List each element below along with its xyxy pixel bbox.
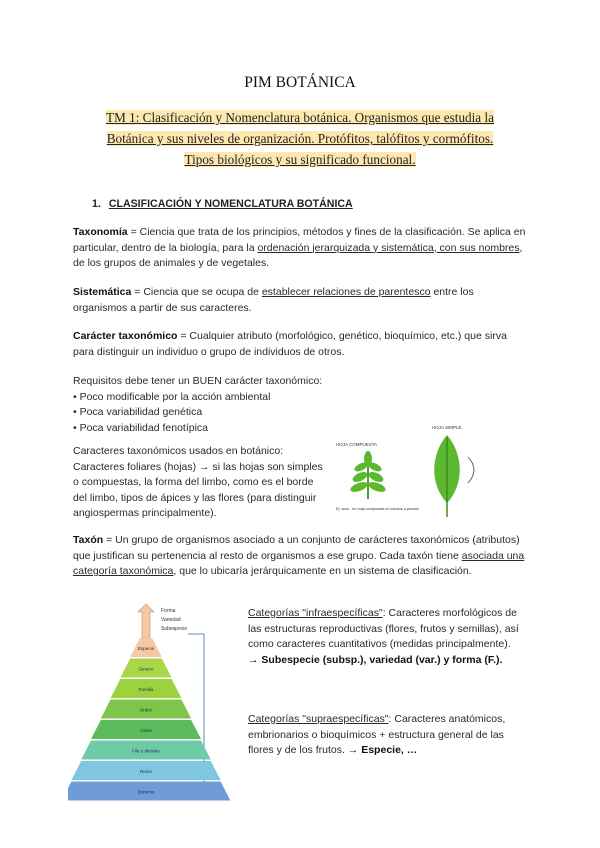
definition-text: , de los grupos de animales y de vegetales. <box>73 241 523 269</box>
infraespecificas <box>248 606 530 668</box>
definition-text: = Un grupo de organismos asociado a un conjunto de carácteres taxonómicos (atributos) que justifican su pertenencia al resto de organismos a ese grupo. Cada taxón tiene <box>73 534 520 562</box>
taxonomy-pyramid <box>68 600 248 805</box>
bold-text: Especie, … <box>361 744 418 756</box>
leaf-label-simple: HOJA SIMPLE <box>432 425 462 430</box>
definition-text: = Cualquier atributo (morfológico, genético, bioquímico, etc.) que sirva para distinguir un individuo o grupo de individuos de otros. <box>73 330 507 358</box>
list-item: • Poca variabilidad genética <box>73 405 528 421</box>
list-item: • Poca variabilidad fenotípica <box>73 421 528 437</box>
arrow-label: Subespecie <box>161 626 188 632</box>
pyramid-level-label: Reino <box>139 768 153 774</box>
taxonomia-definition <box>73 225 528 272</box>
section-heading <box>92 198 353 210</box>
topic-line-3: Tipos biológicos y su significado funcional. <box>184 152 416 167</box>
sistematica-definition <box>73 285 528 316</box>
arrow-label: Forma <box>161 608 176 614</box>
underlined-text: establecer relaciones de parentesco <box>261 286 431 298</box>
term: Sistemática <box>73 286 132 298</box>
caracteres-usados: Caracteres taxonómicos usados en botánico: Caracteres foliares (hojas) → si las hojas son simples o compuestas, la forma del limbo, como es el borde del limbo, tipos de ápices y las flores (para distinguir angiospermas principalmente). <box>73 445 323 519</box>
section-title: CLASIFICACIÓN Y NOMENCLATURA BOTÁNICA <box>108 198 353 210</box>
topic-heading <box>76 107 524 170</box>
topic-line-2: Botánica y sus niveles de organización. Protófitos, talófitos y cormófitos. <box>106 131 494 146</box>
term: Carácter taxonómico <box>73 330 178 342</box>
simple-leaf-icon <box>434 435 474 517</box>
pyramid-level-label: Especie <box>137 645 155 651</box>
pyramid-level-label: Genero <box>138 666 154 672</box>
pyramid-level-label: Clase <box>140 727 152 733</box>
term: Taxón <box>73 534 104 546</box>
underlined-text: ordenación jerarquizada y sistemática, con sus nombres <box>257 241 520 254</box>
definition-text: : Caracteres morfológicos de las estructuras reproductivas (flores, frutos y semillas), así como caracteres cuantitativos (medidas principalmente). <box>248 607 519 650</box>
supraespecificas <box>248 712 530 759</box>
leaf-figure <box>330 415 500 525</box>
definition-text: : Caracteres anatómicos, embrionarios o bioquímicos + estructura general de las flores y de los frutos. → <box>248 713 506 756</box>
leaf-caption: Ej: arce - en hoja compuesta en lóbulos a pecíolo <box>336 507 420 511</box>
pyramid-level-label: Orden <box>139 707 153 713</box>
pyramid-level-label: Dominio <box>137 789 155 795</box>
definition-text: , que lo ubicaría jerárquicamente en un sistema de clasificación. <box>173 565 472 577</box>
compound-leaf-icon <box>349 451 387 499</box>
underlined-text: Categorías "infraespecíficas" <box>248 607 383 619</box>
pyramid-level-label: Filo o división <box>132 748 160 754</box>
term: Taxonomía <box>73 226 128 238</box>
page-title: PIM BOTÁNICA <box>244 74 356 91</box>
arrow-up-icon <box>138 604 154 638</box>
pyramid-level-label: Familia <box>138 686 154 692</box>
list-item: • Poco modificable por la acción ambiental <box>73 390 528 406</box>
definition-text: = Ciencia que trata de los principios, métodos y fines de la clasificación. Se aplica en particular, dentro de la biología, para la <box>73 226 526 254</box>
definition-text: entre los organismos a partir de sus caracteres. <box>73 286 474 314</box>
section-number: 1. <box>92 198 101 210</box>
caracter-definition <box>73 329 528 360</box>
underlined-text: asociada una categoría taxonómica <box>73 549 525 577</box>
taxon-definition <box>73 533 528 580</box>
leaf-label-compuesta: HOJA COMPUESTA <box>336 442 378 447</box>
bold-text: → Subespecie (subsp.), variedad (var.) y forma (F.). <box>248 653 503 666</box>
arrow-label: Variedad <box>161 617 181 623</box>
requisitos-intro: Requisitos debe tener un BUEN carácter taxonómico: <box>73 375 323 387</box>
topic-line-1: TM 1: Clasificación y Nomenclatura botánica. Organismos que estudia la <box>106 110 494 125</box>
definition-text: = Ciencia que se ocupa de <box>131 286 262 298</box>
underlined-text: Categorías "supraespecíficas" <box>248 713 389 725</box>
